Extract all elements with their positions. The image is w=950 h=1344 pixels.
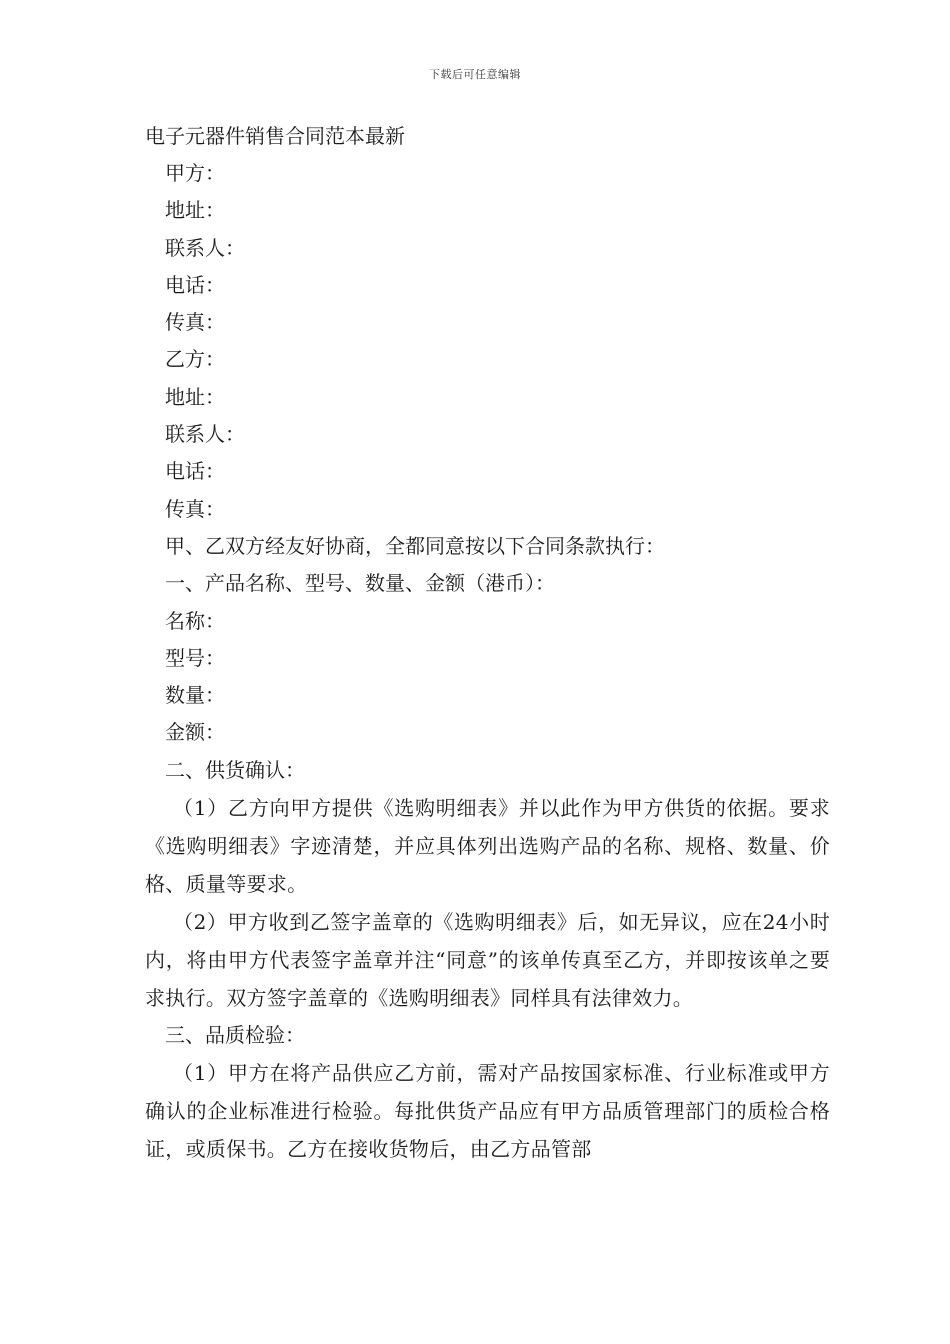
document-title: 电子元器件销售合同范本最新 <box>145 124 405 148</box>
party-a-address: 地址： <box>165 198 225 223</box>
party-a-contact: 联系人： <box>165 235 245 260</box>
product-name: 名称： <box>165 608 225 633</box>
party-a-phone: 电话： <box>165 272 225 297</box>
section-3-clause-1: （1）甲方在将产品供应乙方前，需对产品按国家标准、行业标准或甲方确认的企业标准进行检验。每批供货产品应有甲方品质管理部门的质检合格证，或质保书。乙方在接收货物后，由乙方品管部 <box>145 1061 830 1162</box>
section-1-heading: 一、产品名称、型号、数量、金额（港币）： <box>165 571 555 596</box>
section-2-clause-2: （2）甲方收到乙签字盖章的《选购明细表》后，如无异议，应在24小时内，将由甲方代表签字盖章并注“同意”的该单传真至乙方，并即按该单之要求执行。双方签字盖章的《选购明细表》同样具有法律效力。 <box>145 910 830 1011</box>
document-body <box>145 118 830 1168</box>
agreement-intro: 甲、乙双方经友好协商，全都同意按以下合同条款执行： <box>165 533 665 558</box>
section-3-heading: 三、品质检验： <box>165 1023 305 1048</box>
section-2-clause-1: （1）乙方向甲方提供《选购明细表》并以此作为甲方供货的依据。要求《选购明细表》字迹清楚，并应具体列出选购产品的名称、规格、数量、价格、质量等要求。 <box>145 796 830 897</box>
header-note: 下载后可任意编辑 <box>429 68 521 81</box>
product-amount: 金额： <box>165 720 225 745</box>
party-b-fax: 传真： <box>165 496 225 521</box>
section-2-heading: 二、供货确认： <box>165 757 305 782</box>
party-b-label: 乙方： <box>165 347 225 372</box>
party-b-phone: 电话： <box>165 459 225 484</box>
party-b-address: 地址： <box>165 384 225 409</box>
product-quantity: 数量： <box>165 683 225 708</box>
product-model: 型号： <box>165 645 225 670</box>
party-a-fax: 传真： <box>165 310 225 335</box>
party-b-contact: 联系人： <box>165 422 245 447</box>
party-a-label: 甲方： <box>165 161 225 185</box>
